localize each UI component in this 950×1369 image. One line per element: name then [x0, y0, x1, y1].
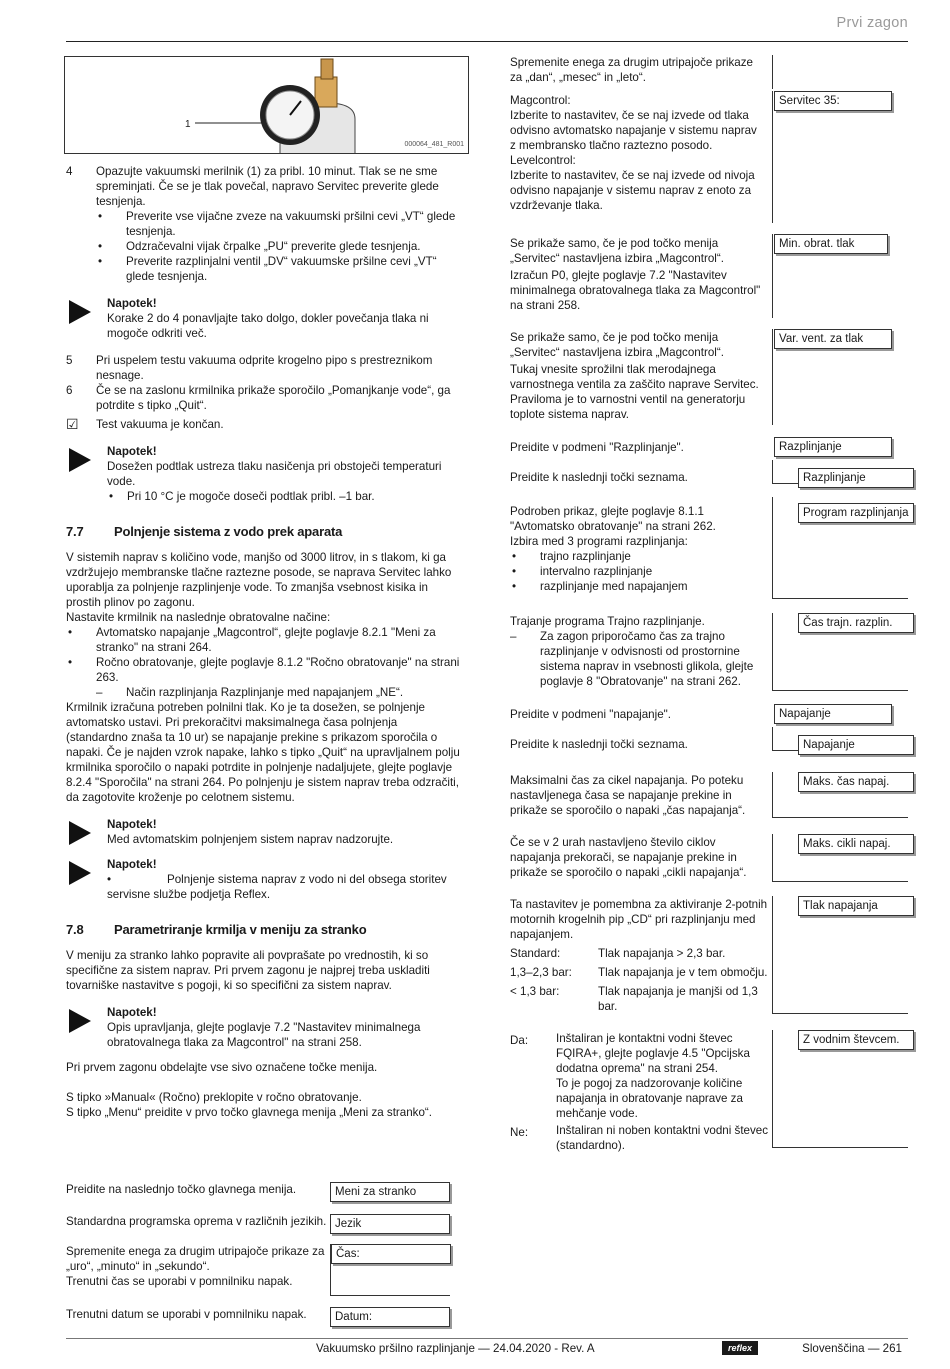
paragraph: Preidite k naslednji točki seznama. — [510, 738, 688, 751]
list-item: • Preverite razplinjalni ventil „DV“ vakuumske pršilne cevi „VT“ glede tesnjenja. — [96, 254, 461, 284]
tip-title: Napotek! — [107, 818, 157, 831]
display-box-max-cycles: Maks. cikli napaj. — [798, 834, 914, 854]
paragraph: S tipko „Menu“ preidite v prvo točko glavnega menija „Meni za stranko“. — [66, 1106, 433, 1119]
display-box-cas: Čas: — [331, 1244, 451, 1264]
arrow-icon — [69, 1009, 91, 1033]
figure-code: 000064_481_R001 — [404, 141, 464, 148]
display-box-meni-za-stranko: Meni za stranko — [330, 1182, 450, 1202]
tip-text: Med avtomatskim polnjenjem sistem naprav nadzorujte. — [107, 833, 394, 846]
dash-item: – Način razplinjanja Razplinjanje med napajanjem „NE“. — [96, 686, 404, 699]
tip-note — [66, 296, 461, 341]
pressure-row — [510, 984, 770, 1014]
tip-title: Napotek! — [107, 858, 157, 871]
tip-text: Korake 2 do 4 ponavljajte tako dolgo, dokler povečanja tlaka ni mogoče odkriti več. — [107, 312, 429, 340]
display-box-napajanje-menu: Napajanje — [774, 704, 892, 724]
paragraph: Preidite v podmeni "napajanje". — [510, 708, 671, 721]
option-value: Inštaliran je kontaktni vodni števec FQIRA+, glejte poglavje 4.5 "Opcijska dodatna oprema" na strani 254. — [556, 1032, 750, 1075]
option-label: Levelcontrol: — [510, 154, 576, 167]
display-box-safety-valve: Var. vent. za tlak — [774, 329, 892, 349]
header-rule — [66, 41, 908, 42]
menu-row-time — [66, 1244, 456, 1296]
section-heading-7-7 — [66, 524, 461, 540]
paragraph: Spremenite enega za drugim utripajoče prikaze za „dan“, „mesec“ in „leto“. — [510, 56, 753, 84]
tip-title: Napotek! — [107, 1006, 157, 1019]
menu-row-text: Trenutni datum se uporabi v pomnilniku napak. — [66, 1308, 307, 1321]
pressure-key: < 1,3 bar: — [510, 985, 560, 998]
step-text: Če se na zaslonu krmilnika prikaže sporočilo „Pomanjkanje vode“, ga potrdite s tipko „Quit“. — [96, 384, 451, 412]
date-panel — [772, 55, 908, 89]
display-box-servitec: Servitec 35: — [774, 91, 892, 111]
paragraph: Pri prvem zagonu obdelajte vse sivo označene točke menija. — [66, 1061, 378, 1074]
display-box-max-time: Maks. čas napaj. — [798, 772, 914, 792]
list-item: • intervalno razplinjanje — [510, 564, 765, 579]
display-box-razplinjanje-item: Razplinjanje — [798, 468, 914, 488]
step4-bullets — [96, 209, 461, 284]
display-box-napajanje-item: Napajanje — [798, 735, 914, 755]
option-label: Magcontrol: — [510, 94, 571, 107]
pressure-key: 1,3–2,3 bar: — [510, 966, 572, 979]
figure-vacuum-gauge — [64, 56, 469, 154]
display-box-datum: Datum: — [330, 1307, 450, 1327]
list-item: • razplinjanje med napajanjem — [510, 579, 765, 594]
arrow-icon — [69, 300, 91, 324]
paragraph: V meniju za stranko lahko popravite ali povprašate po vrednostih, ki so specifične za sistem naprav. Pri prvem zagonu je najprej treba uskladiti tovarniške nastavitve s pogoji, ki so specifični za sistem naprav. — [66, 949, 430, 992]
paragraph: Se prikaže samo, če je pod točko menija „Servitec“ nastavljena izbira „Magcontrol“. — [510, 331, 724, 359]
right-r5 — [510, 440, 765, 455]
step-number: 5 — [66, 354, 73, 367]
page-header-title: Prvi zagon — [836, 15, 908, 31]
tip-title: Napotek! — [107, 445, 157, 458]
paragraph: Nastavite krmilnik na naslednje obratovalne načine: — [66, 611, 331, 624]
pressure-key: Standard: — [510, 947, 561, 960]
paragraph: Preidite v podmeni "Razplinjanje". — [510, 441, 684, 454]
tip-text: Dosežen podtlak ustreza tlaku nasičenja pri obstoječi temperaturi vode. — [107, 460, 442, 488]
right-r8: Trajanje programa Trajno razplinjanje. – Za zagon priporočamo čas za trajno razplinjanje v odvisnosti od prostornine sistema naprav in vsebnosti glikola, glejte poglavje 8 "Obratovanje" na strani 262. — [510, 614, 765, 689]
degassing-item-panel — [772, 460, 800, 484]
arrow-icon — [69, 821, 91, 845]
arrow-icon — [69, 861, 91, 885]
paragraph: V sistemih naprav s količino vode, manjšo od 3000 litrov, in s tlakom, ki ga vzdržujejo membranske tlačne raztezne posode, se naprava Servitec lahko uporablja za polnjenje razplinjenje vode. To zmanjša vsebnost kisika in prostih plinov po zagonu. — [66, 551, 452, 609]
list-item: • Odzračevalni vijak črpalke „PU“ preverite glede tesnjenja. — [96, 239, 461, 254]
tip-text: Polnjenje sistema naprav z vodo ni del obsega storitev servisne službe podjetja Reflex. — [107, 873, 447, 901]
menu-row-text: Preidite na naslednjo točko glavnega menija. — [66, 1183, 297, 1196]
pressure-row — [510, 946, 770, 961]
dash-text: Za zagon priporočamo čas za trajno razplinjanje v odvisnosti od prostornine sistema naprav in vsebnosti glikola, glejte poglavje 8 "Obratovanje" na strani 262. — [540, 630, 754, 688]
right-r3 — [510, 236, 765, 313]
tip-text: Opis upravljanja, glejte poglavje 7.2 "Nastavitev minimalnega obratovalnega tlaka za Magcontrol" na strani 258. — [107, 1021, 421, 1049]
list-item: • Preverite vse vijačne zveze na vakuumski pršilni cevi „VT“ glede tesnjenja. — [96, 209, 461, 239]
list-item: • Avtomatsko napajanje „Magcontrol“, glejte poglavje 8.2.1 "Meni za stranko" na strani 264. — [66, 625, 461, 655]
figure-callout: 1 — [185, 119, 191, 130]
section-heading-7-8 — [66, 922, 461, 938]
display-box-refill-pressure: Tlak napajanja — [798, 896, 914, 916]
section-number: 7.8 — [66, 922, 84, 937]
step-number: 4 — [66, 165, 73, 178]
option-row — [510, 1123, 770, 1153]
result-text: Test vakuuma je končan. — [96, 418, 224, 431]
paragraph: Preidite k naslednji točki seznama. — [510, 471, 688, 484]
right-r6 — [510, 470, 765, 485]
tip-note — [66, 444, 461, 504]
step-6 — [66, 383, 461, 413]
tip-note — [66, 1005, 461, 1050]
footer-doc-title: Vakuumsko pršilno razplinjanje — 24.04.2020 - Rev. A — [316, 1342, 595, 1355]
paragraph: Izberite to nastavitev, če se naj izvede od nivoja odvisno napajanje v sistemu naprav z enoto za vzdrževanje tlaka. — [510, 169, 755, 212]
menu-row-date — [66, 1307, 456, 1327]
mode-list — [66, 625, 461, 685]
left-column — [66, 164, 461, 1120]
menu-row-text: Standardna programska oprema v različnih jezikih. — [66, 1215, 327, 1228]
right-r13 — [510, 897, 770, 1014]
reflex-logo: reflex — [722, 1341, 758, 1355]
right-r11 — [510, 773, 765, 818]
option-row — [510, 1031, 770, 1121]
dash-text: Način razplinjanja Razplinjanje med napajanjem „NE“. — [126, 686, 404, 699]
section-number: 7.7 — [66, 524, 84, 539]
paragraph: Podroben prikaz, glejte poglavje 8.1.1 "Avtomatsko obratovanje" na strani 262. — [510, 505, 716, 533]
result-check — [66, 417, 461, 432]
menu-row-language — [66, 1214, 456, 1234]
option-value: To je pogoj za nadzorovanje količine napajanja in obratovanje naprave za mehčanje vode. — [556, 1077, 743, 1120]
menu-row-text: Spremenite enega za drugim utripajoče prikaze za „uro“, „minuto“ in „sekundo“. — [66, 1245, 325, 1273]
step-text: Pri uspelem testu vakuuma odprite krogelno pipo s prestreznikom nesnage. — [96, 354, 433, 382]
step-4 — [66, 164, 461, 209]
paragraph: Trajanje programa Trajno razplinjanje. — [510, 615, 705, 628]
paragraph: Izbira med 3 programi razplinjanja: — [510, 535, 688, 548]
option-value: Inštaliran ni noben kontaktni vodni števec (standardno). — [556, 1124, 769, 1152]
right-r7 — [510, 504, 765, 594]
paragraph: Tukaj vnesite sprožilni tlak merodajnega varnostnega ventila za zaščito naprave Servitec. Praviloma je to varnostni ventil na generatorju toplote sistema naprav. — [510, 363, 759, 421]
tip-note — [66, 817, 461, 847]
refill-item-panel — [772, 727, 800, 751]
option-key: Ne: — [510, 1126, 529, 1139]
step-5 — [66, 353, 461, 383]
program-list — [510, 549, 765, 594]
list-item: • trajno razplinjanje — [510, 549, 765, 564]
display-box-program: Program razplinjanja — [798, 503, 914, 523]
paragraph: Če se v 2 urah nastavljeno število ciklov napajanja prekorači, se napajanje prekine in prikaže se sporočilo o napaki „cikli napajanja“. — [510, 836, 747, 879]
arrow-icon — [69, 448, 91, 472]
bullet-mark: • — [107, 873, 112, 886]
right-r9 — [510, 707, 765, 722]
right-r10 — [510, 737, 765, 752]
right-r2 — [510, 93, 765, 213]
checkbox-icon: ☑ — [66, 416, 79, 432]
step-text: Opazujte vakuumski merilnik (1) za pribl. 10 minut. Tlak se ne sme spreminjati. Če se je tlak povečal, napravo Servitec preverite glede tesnjenja. — [96, 165, 439, 208]
tip-title: Napotek! — [107, 297, 157, 310]
option-key: Da: — [510, 1034, 529, 1047]
footer-rule — [66, 1338, 908, 1339]
right-r4 — [510, 330, 765, 422]
list-item: • Pri 10 °C je mogoče doseči podtlak pribl. –1 bar. — [107, 489, 461, 504]
section-title: Polnjenje sistema z vodo prek aparata — [114, 524, 343, 539]
display-box-jezik: Jezik — [330, 1214, 450, 1234]
display-box-razplinjanje-menu: Razplinjanje — [774, 437, 892, 457]
right-r1 — [510, 55, 765, 85]
right-r12 — [510, 835, 765, 880]
right-r14 — [510, 1031, 770, 1153]
paragraph: Se prikaže samo, če je pod točko menija „Servitec“ nastavljena izbira „Magcontrol“. — [510, 237, 724, 265]
display-box-water-meter: Z vodnim števcem. — [798, 1030, 914, 1050]
pressure-value: Tlak napajanja je v tem območju. — [598, 966, 768, 979]
footer-page-number: Slovenščina — 261 — [802, 1342, 902, 1355]
tip-note — [66, 857, 461, 902]
list-item: • Ročno obratovanje, glejte poglavje 8.1.2 "Ročno obratovanje" na strani 263. — [66, 655, 461, 685]
paragraph: S tipko »Manual« (Ročno) preklopite v ročno obratovanje. — [66, 1091, 362, 1104]
paragraph: Krmilnik izračuna potreben polnilni tlak. Ko je ta dosežen, se polnjenje avtomatsko ustavi. Pri prekoračitvi maksimalnega časa polnjenja (standardno znaša ta 10 ur) se napajanje prekine s prikazom sporočila o napaki. Če je najden vzrok napake, lahko s tipko „Quit“ na upravljalnem polju krmilnika sporočilo o napaki potrdite in polnjenje nadaljujete, glejte poglavje 8.2.4 "Sporočila" na strani 264. Po polnjenju je sistem naprav treba odzračiti, da zagotovite kroženje po celotnem sistemu. — [66, 701, 460, 804]
pressure-value: Tlak napajanja je manjši od 1,3 bar. — [598, 985, 758, 1013]
step-number: 6 — [66, 384, 73, 397]
section-title: Parametriranje krmilja v meniju za stranko — [114, 922, 367, 937]
paragraph: Izberite to nastavitev, če se naj izvede od tlaka odvisno avtomatsko napajanje v sistemu naprav z membransko tlačno raztezno posodo. — [510, 109, 757, 152]
paragraph: Izračun P0, glejte poglavje 7.2 "Nastavitev minimalnega obratovalnega tlaka za Magcontrol" na strani 258. — [510, 269, 761, 312]
pressure-value: Tlak napajanja > 2,3 bar. — [598, 947, 726, 960]
display-box-min-pressure: Min. obrat. tlak — [774, 234, 888, 254]
paragraph: Ta nastavitev je pomembna za aktiviranje 2-potnih motornih krogelnih pip „CD“ pri razplinjanju med napajanjem. — [510, 898, 768, 941]
menu-row-text: Trenutni čas se uporabi v pomnilniku napak. — [66, 1275, 293, 1288]
menu-row-customer — [66, 1182, 456, 1202]
paragraph: Maksimalni čas za cikel napajanja. Po poteku nastavljenega časa se napajanje prekine in prikaže se sporočilo o napaki „čas napajanja“. — [510, 774, 746, 817]
pressure-row — [510, 965, 770, 980]
display-box-duration: Čas trajn. razplin. — [798, 613, 914, 633]
